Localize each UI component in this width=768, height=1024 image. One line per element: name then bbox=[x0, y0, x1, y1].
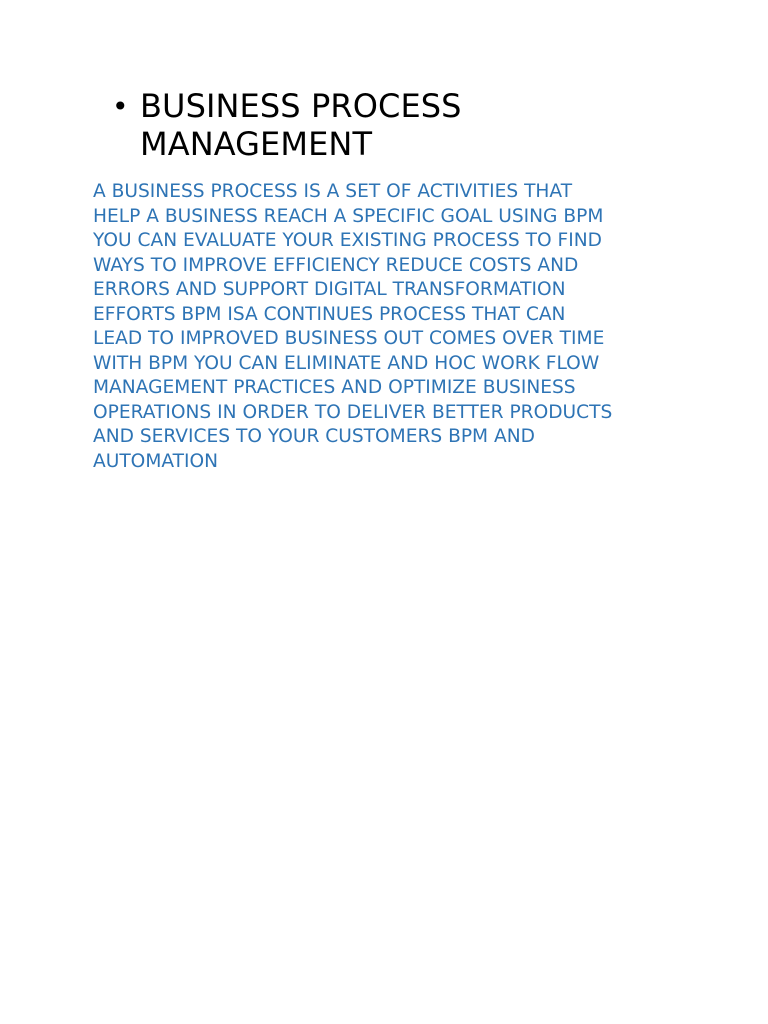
heading-title: BUSINESS PROCESS MANAGEMENT bbox=[140, 87, 462, 163]
bullet-icon: • bbox=[112, 90, 129, 123]
body-paragraph: A BUSINESS PROCESS IS A SET OF ACTIVITIES THAT HELP A BUSINESS REACH A SPECIFIC GOAL USING BPM YOU CAN EVALUATE YOUR EXISTING PROCESS TO FIND WAYS TO IMPROVE EFFICIENCY REDUCE COSTS AND ERRORS AND SUPPORT DIGITAL TRANSFORMATION EFFORTS BPM ISA CONTINUES PROCESS THAT CAN LEAD TO IMPROVED BUSINESS OUT COMES OVER TIME WITH BPM YOU CAN ELIMINATE AND HOC WORK FLOW MANAGEMENT PRACTICES AND OPTIMIZE BUSINESS OPERATIONS IN ORDER TO DELIVER BETTER PRODUCTS AND SERVICES TO YOUR CUSTOMERS BPM AND AUTOMATION bbox=[93, 181, 613, 472]
bulleted-heading bbox=[112, 87, 712, 163]
